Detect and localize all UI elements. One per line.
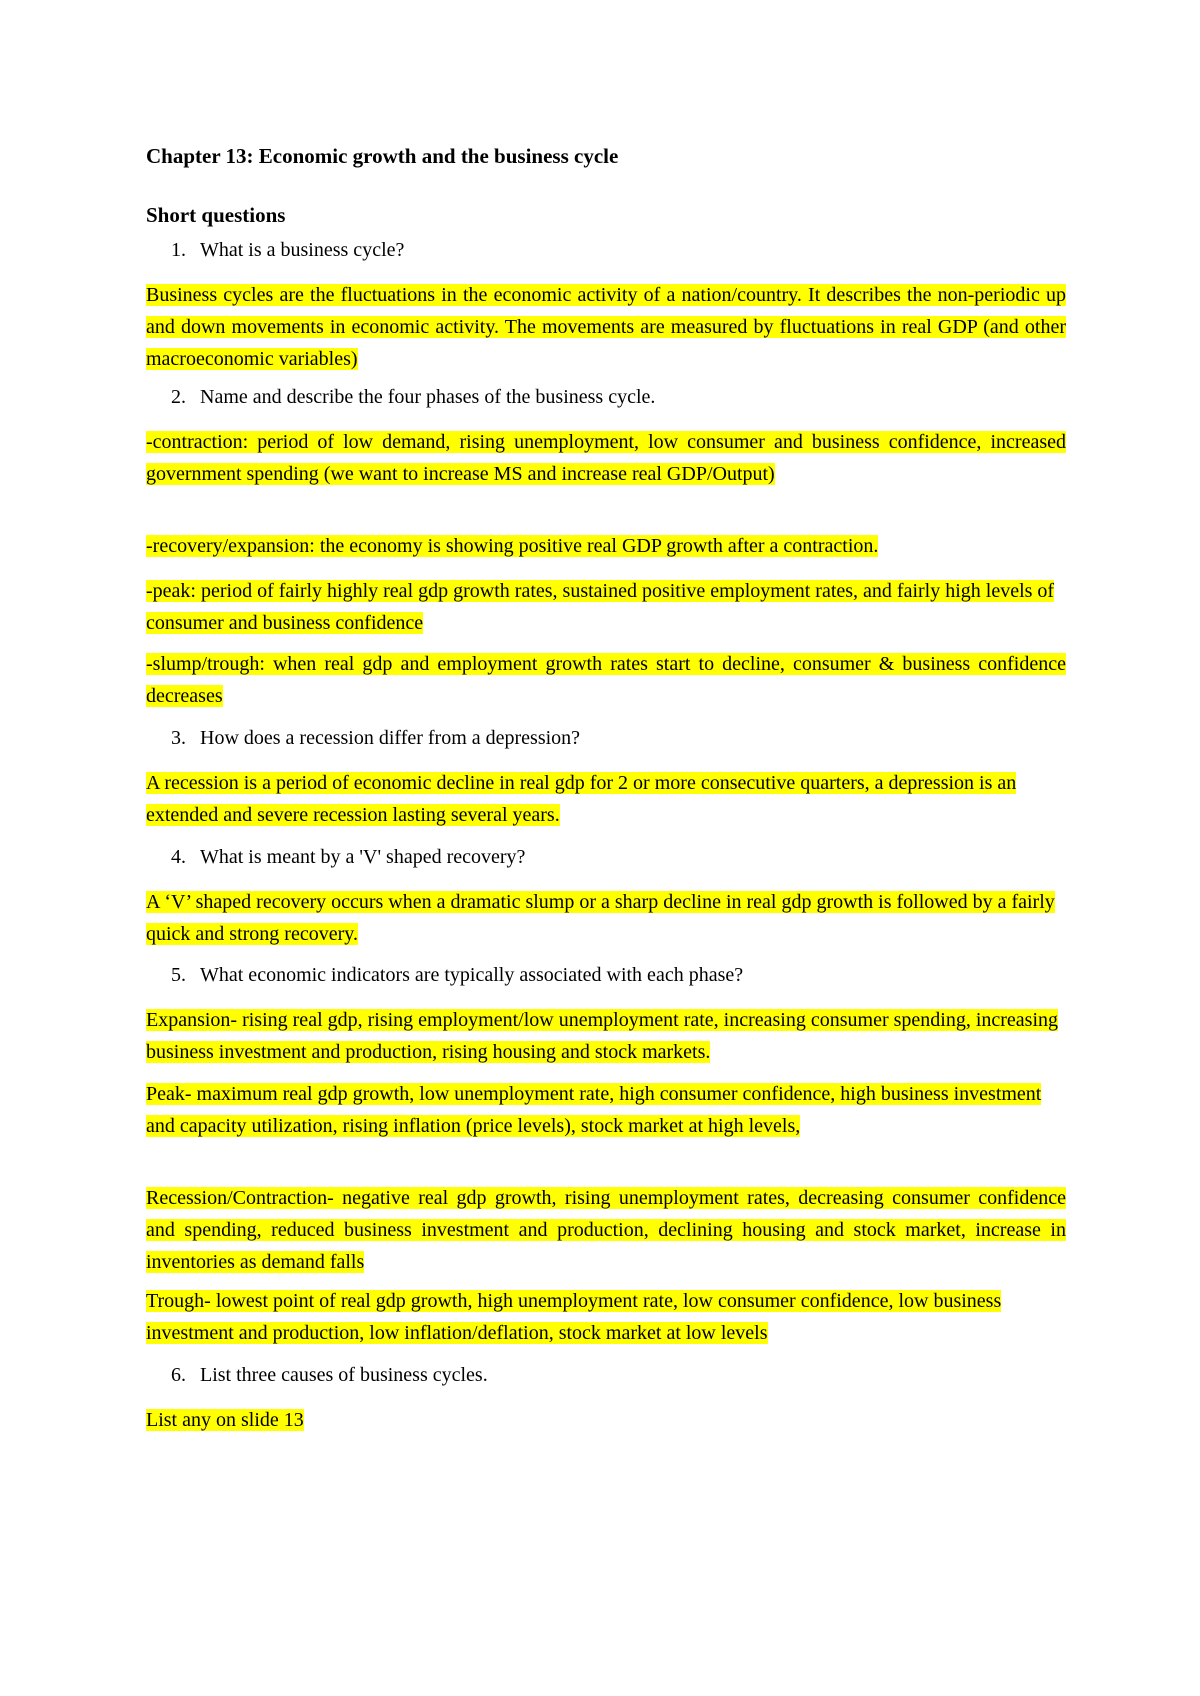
question-2 [146, 381, 1066, 413]
question-number: 1. [171, 239, 186, 261]
highlighted-answer-text: Recession/Contraction- negative real gdp growth, rising unemployment rates, decreasing consumer confidence and spending, reduced business investment and production, declining housing and stock market, increase in inventories as demand falls [146, 1187, 1066, 1273]
question-3 [146, 722, 1066, 754]
highlighted-answer-text: Trough- lowest point of real gdp growth, high unemployment rate, low consumer confidence, low business investment and production, low inflation/deflation, stock market at low levels [146, 1290, 1002, 1344]
question-number: 6. [171, 1364, 186, 1386]
highlighted-answer-text: A ‘V’ shaped recovery occurs when a dramatic slump or a sharp decline in real gdp growth is followed by a fairly quick and strong recovery. [146, 891, 1055, 945]
highlighted-answer-text: Expansion- rising real gdp, rising employment/low unemployment rate, increasing consumer spending, increasing business investment and production, rising housing and stock markets. [146, 1009, 1059, 1063]
question-text: What is a business cycle? [200, 239, 405, 261]
answer-5-trough [146, 1285, 1066, 1349]
question-1 [146, 234, 1066, 266]
section-heading: Short questions [146, 203, 286, 227]
highlighted-answer-text: -contraction: period of low demand, rising unemployment, low consumer and business confidence, increased government spending (we want to increase MS and increase real GDP/Output) [146, 431, 1066, 485]
answer-5-recession [146, 1182, 1066, 1278]
question-number: 4. [171, 846, 186, 868]
highlighted-answer-text: List any on slide 13 [146, 1409, 304, 1431]
answer-3 [146, 767, 1066, 831]
answer-2-recovery [146, 530, 1066, 562]
question-text: What economic indicators are typically associated with each phase? [200, 964, 744, 986]
answer-2-contraction [146, 426, 1066, 490]
highlighted-answer-text: Peak- maximum real gdp growth, low unemployment rate, high consumer confidence, high business investment and capacity utilization, rising inflation (price levels), stock market at high levels, [146, 1083, 1042, 1137]
answer-2-peak [146, 575, 1066, 639]
question-text: Name and describe the four phases of the business cycle. [200, 386, 656, 408]
highlighted-answer-text: Business cycles are the fluctuations in the economic activity of a nation/country. It describes the non-periodic up and down movements in economic activity. The movements are measured by fluctuations in real GDP (and other macroeconomic variables) [146, 284, 1066, 370]
answer-5-expansion [146, 1004, 1066, 1068]
question-number: 2. [171, 386, 186, 408]
answer-1 [146, 279, 1066, 375]
question-5 [146, 959, 1066, 991]
question-4 [146, 841, 1066, 873]
highlighted-answer-text: -recovery/expansion: the economy is showing positive real GDP growth after a contraction. [146, 535, 879, 557]
question-number: 3. [171, 727, 186, 749]
question-text: How does a recession differ from a depression? [200, 727, 581, 749]
question-number: 5. [171, 964, 186, 986]
chapter-title: Chapter 13: Economic growth and the business cycle [146, 144, 619, 168]
answer-4 [146, 886, 1066, 950]
highlighted-answer-text: -peak: period of fairly highly real gdp growth rates, sustained positive employment rates, and fairly high levels of consumer and business confidence [146, 580, 1055, 634]
question-6 [146, 1359, 1066, 1391]
question-text: List three causes of business cycles. [200, 1364, 488, 1386]
highlighted-answer-text: -slump/trough: when real gdp and employment growth rates start to decline, consumer & business confidence decreases [146, 653, 1066, 707]
question-text: What is meant by a 'V' shaped recovery? [200, 846, 526, 868]
answer-5-peak [146, 1078, 1066, 1142]
answer-2-trough [146, 648, 1066, 712]
answer-6 [146, 1404, 1066, 1436]
highlighted-answer-text: A recession is a period of economic decline in real gdp for 2 or more consecutive quarters, a depression is an extended and severe recession lasting several years. [146, 772, 1017, 826]
